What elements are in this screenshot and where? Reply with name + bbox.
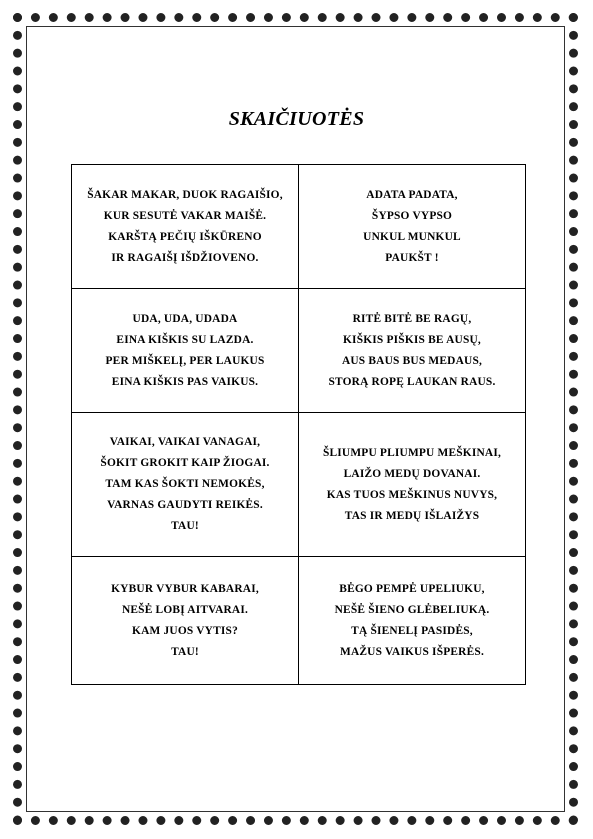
table-row <box>72 289 526 413</box>
verse-line: TAM KAS ŠOKTI NEMOKĖS, <box>105 478 265 490</box>
table-row <box>72 413 526 557</box>
verse-line: TAS IR MEDŲ IŠLAIŽYS <box>344 509 480 522</box>
rhymes-table <box>71 164 526 685</box>
verse-line: ŠAKAR MAKAR, DUOK RAGAIŠIO, <box>87 188 283 201</box>
table-row <box>72 165 526 289</box>
verse-line: STORĄ ROPĘ LAUKAN RAUS. <box>328 375 496 388</box>
verse-line: AUS BAUS BUS MEDAUS, <box>341 354 483 367</box>
rhyme-cell <box>72 557 299 685</box>
verse-line: ADATA PADATA, <box>366 188 458 201</box>
rhyme-cell <box>299 557 526 685</box>
verse-line: EINA KIŠKIS SU LAZDA. <box>116 333 254 346</box>
verse-line: KIŠKIS PIŠKIS BE AUSŲ, <box>343 333 481 346</box>
verse-line: UDA, UDA, UDADA <box>132 312 238 325</box>
verse-line: ŠOKIT GROKIT KAIP ŽIOGAI. <box>100 457 270 469</box>
rhyme-cell <box>299 289 526 413</box>
rhyme-cell <box>299 413 526 557</box>
verse-line: PER MIŠKELĮ, PER LAUKUS <box>105 354 265 367</box>
verse-line: KUR SESUTĖ VAKAR MAIŠĖ. <box>103 209 267 222</box>
page-title: SKAIČIUOTĖS <box>228 108 365 130</box>
verse-line: VAIKAI, VAIKAI VANAGAI, <box>109 436 261 448</box>
verse-line: KYBUR VYBUR KABARAI, <box>111 582 259 595</box>
verse-line: PAUKŠT ! <box>385 251 439 264</box>
verse-line: RITĖ BITĖ BE RAGŲ, <box>352 312 472 325</box>
table-row <box>72 557 526 685</box>
rhyme-cell <box>72 165 299 289</box>
verse-line: NEŠĖ ŠIENO GLĖBELIUKĄ. <box>334 603 490 616</box>
verse-line: BĖGO PEMPĖ UPELIUKU, <box>339 582 485 595</box>
verse-line: KAM JUOS VYTIS? <box>132 624 238 637</box>
verse-line: TĄ ŠIENELĮ PASIDĖS, <box>351 624 473 637</box>
rhyme-cell <box>72 289 299 413</box>
verse-line: ŠYPSO VYPSO <box>371 209 453 222</box>
verse-line: VARNAS GAUDYTI REIKĖS. <box>107 499 263 511</box>
verse-line: LAIŽO MEDŲ DOVANAI. <box>343 467 481 480</box>
rhyme-cell <box>299 165 526 289</box>
verse-line: TAU! <box>171 520 199 532</box>
rhyme-cell <box>72 413 299 557</box>
verse-line: UNKUL MUNKUL <box>363 230 461 243</box>
verse-line: NEŠĖ LOBĮ AITVARAI. <box>121 603 249 616</box>
verse-line: MAŽUS VAIKUS IŠPERĖS. <box>340 645 484 658</box>
verse-line: EINA KIŠKIS PAS VAIKUS. <box>111 375 259 388</box>
verse-line: KAS TUOS MEŠKINUS NUVYS, <box>326 488 498 501</box>
verse-line: ŠLIUMPU PLIUMPU MEŠKINAI, <box>322 446 502 459</box>
verse-line: KARŠTĄ PEČIŲ IŠKŪRENO <box>108 230 262 243</box>
verse-line: IR RAGAIŠĮ IŠDŽIOVENO. <box>111 251 259 264</box>
verse-line: TAU! <box>171 645 199 658</box>
